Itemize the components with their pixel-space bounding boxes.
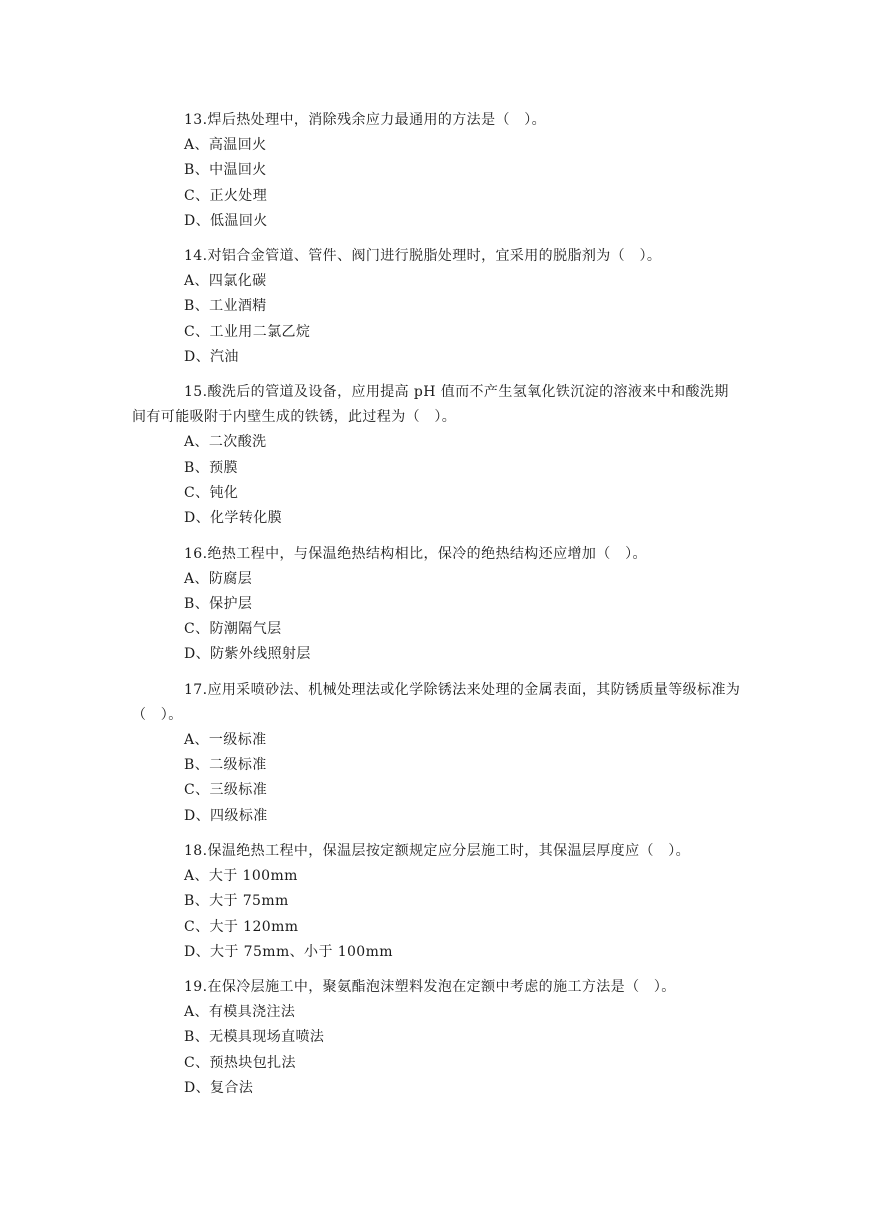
- question-13: [132, 108, 742, 234]
- option-c: C、钝化: [184, 484, 239, 501]
- option-d: D、大于 75mm、小于 100mm: [184, 943, 393, 960]
- option-b: B、无模具现场直喷法: [184, 1029, 325, 1046]
- question-17: [132, 678, 742, 829]
- question-19: [132, 975, 742, 1101]
- option-a: A、二次酸洗: [184, 434, 267, 451]
- option-d: D、四级标准: [184, 807, 268, 824]
- question-15: [132, 380, 742, 531]
- option-a: A、四氯化碳: [184, 273, 267, 290]
- option-a: A、一级标准: [184, 731, 267, 748]
- question-stem: 17.应用采喷砂法、机械处理法或化学除锈法来处理的金属表面，其防锈质量等级标准为（ ）。: [132, 681, 741, 723]
- question-stem: 18.保温绝热工程中，保温层按定额规定应分层施工时，其保温层厚度应（ ）。: [184, 842, 691, 859]
- option-b: B、预膜: [184, 459, 238, 476]
- option-c: C、工业用二氯乙烷: [184, 323, 311, 340]
- option-d: D、复合法: [184, 1080, 254, 1097]
- question-stem: 15.酸洗后的管道及设备，应用提高 pH 值而不产生氢氧化铁沉淀的溶液来中和酸洗期间有可能吸附于内壁生成的铁锈，此过程为（ ）。: [132, 384, 729, 426]
- option-c: C、正火处理: [184, 187, 268, 204]
- option-a: A、高温回火: [184, 137, 267, 153]
- option-b: B、大于 75mm: [184, 893, 289, 910]
- option-c: C、预热块包扎法: [184, 1054, 296, 1071]
- option-b: B、二级标准: [184, 757, 267, 774]
- question-stem: 14.对铝合金管道、管件、阀门进行脱脂处理时，宜采用的脱脂剂为（ ）。: [184, 248, 662, 265]
- question-stem: 13.焊后热处理中，消除残余应力最通用的方法是（ ）。: [184, 112, 547, 128]
- option-d: D、汽油: [184, 349, 239, 366]
- option-a: A、有模具浇注法: [184, 1004, 296, 1021]
- option-d: D、化学转化膜: [184, 510, 283, 527]
- option-a: A、防腐层: [184, 570, 253, 587]
- option-c: C、三级标准: [184, 782, 268, 799]
- option-b: B、中温回火: [184, 162, 267, 179]
- option-b: B、工业酒精: [184, 298, 267, 315]
- option-d: D、低温回火: [184, 212, 268, 229]
- question-stem: 16.绝热工程中，与保温绝热结构相比，保冷的绝热结构还应增加（ ）。: [184, 545, 647, 562]
- question-14: [132, 244, 742, 370]
- question-list: [132, 108, 742, 1111]
- question-stem: 19.在保冷层施工中，聚氨酯泡沫塑料发泡在定额中考虑的施工方法是（ ）。: [184, 979, 676, 996]
- option-b: B、保护层: [184, 595, 253, 612]
- option-c: C、防潮隔气层: [184, 621, 282, 638]
- question-18: [132, 839, 742, 965]
- option-d: D、防紫外线照射层: [184, 646, 311, 663]
- question-16: [132, 542, 742, 668]
- option-a: A、大于 100mm: [184, 867, 298, 884]
- option-c: C、大于 120mm: [184, 918, 299, 935]
